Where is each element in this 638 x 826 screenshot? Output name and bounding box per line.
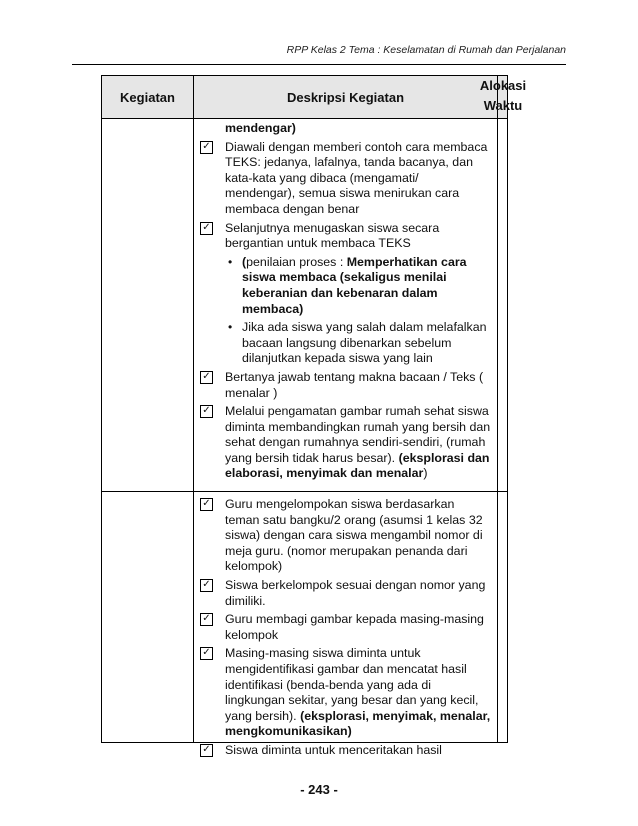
header-alokasi	[479, 76, 527, 119]
checklist-text: Melalui pengamatan gambar rumah sehat siswa diminta membandingkan rumah yang bersih dan sehat dengan rumahnya sendiri-sendiri, (rumah yang bersih tidak harus besar).	[225, 404, 491, 465]
checklist-bold-text: (eksplorasi dan elaborasi, menyimak dan menalar	[225, 450, 490, 481]
bullet-item	[225, 255, 491, 317]
table-row	[102, 119, 508, 492]
header-alokasi-line1: Alokasi	[479, 78, 527, 93]
bullet-bold-text: Memperhatikan cara siswa membaca (sekaligus menilai keberanian dan kebenaran dalam membaca)	[242, 254, 467, 316]
bullet-text: penilaian proses :	[246, 254, 347, 269]
checklist-bold-text: (eksplorasi, menyimak, menalar, mengkomunikasikan)	[225, 708, 491, 739]
checklist-item	[200, 646, 491, 740]
checklist-text: Siswa berkelompok sesuai dengan nomor yang dimiliki.	[225, 577, 486, 608]
bullet-item	[225, 320, 491, 367]
checklist-text: Selanjutnya menugaskan siswa secara bergantian untuk membaca TEKS	[225, 220, 440, 251]
table-header-row	[102, 76, 508, 119]
checklist-text: Guru membagi gambar kepada masing-masing kelompok	[225, 612, 484, 642]
checklist-text: Masing-masing siswa diminta untuk mengidentifikasi gambar dan mencatat hasil identifikasi (benda-benda yang ada di lingkungan sekitar, yang besar dan yang kecil, yang bersih).	[225, 646, 479, 723]
checkbox-icon: ✓	[200, 371, 213, 384]
alokasi-cell	[498, 119, 508, 492]
checkbox-icon: ✓	[200, 647, 213, 660]
checkbox-icon: ✓	[200, 579, 213, 592]
alokasi-cell	[498, 492, 508, 743]
header-deskripsi: Deskripsi Kegiatan	[194, 76, 498, 119]
table-row	[102, 492, 508, 743]
page-number: - 243 -	[300, 782, 338, 797]
kegiatan-cell	[102, 492, 194, 743]
checkbox-icon: ✓	[200, 405, 213, 418]
bullet-text: Jika ada siswa yang salah dalam melafalkan bacaan langsung dibenarkan sebelum dilanjutkan kepada siswa yang lain	[242, 320, 487, 366]
bullet-icon: •	[228, 254, 233, 269]
checklist-text: Diawali dengan memberi contoh cara membaca TEKS: jedanya, lafalnya, tanda bacanya, dan kata-kata yang dibaca (mengamati/ mendengar), semua siswa menirukan cara membaca dengan benar	[225, 139, 488, 216]
activity-table	[101, 75, 527, 757]
checklist-text: Siswa diminta untuk menceritakan hasil	[225, 742, 442, 757]
bullet-open-paren: (	[242, 254, 247, 269]
header-alokasi-line2: Waktu	[483, 98, 523, 113]
checklist-item	[200, 404, 491, 482]
checklist-item	[200, 497, 491, 575]
checklist-item	[200, 140, 491, 218]
checkbox-icon: ✓	[200, 613, 213, 626]
checklist-item	[200, 578, 491, 609]
header-kegiatan: Kegiatan	[102, 76, 194, 119]
checkbox-icon: ✓	[200, 222, 213, 235]
checklist-tail-text: )	[423, 466, 428, 481]
checklist-item	[200, 221, 491, 367]
continuation-text: mendengar)	[225, 121, 296, 135]
checkbox-icon: ✓	[200, 744, 213, 757]
header-rule	[72, 64, 566, 65]
checklist-text: Guru mengelompokan siswa berdasarkan teman satu bangku/2 orang (asumsi 1 kelas 32 siswa) dengan cara siswa mengambil nomor di meja guru. (nomor merupakan penanda dari kelompok)	[225, 497, 483, 574]
deskripsi-cell	[194, 119, 498, 492]
checklist-item	[200, 612, 491, 643]
running-header: RPP Kelas 2 Tema : Keselamatan di Rumah dan Perjalanan	[286, 44, 566, 56]
checklist-text: Bertanya jawab tentang makna bacaan / Teks ( menalar )	[225, 369, 484, 400]
deskripsi-cell	[194, 492, 498, 757]
kegiatan-cell	[102, 119, 194, 492]
checklist-item	[200, 370, 491, 401]
checklist-item	[200, 743, 491, 759]
checkbox-icon: ✓	[200, 498, 213, 511]
bullet-icon: •	[228, 320, 233, 335]
checkbox-icon: ✓	[200, 141, 213, 154]
